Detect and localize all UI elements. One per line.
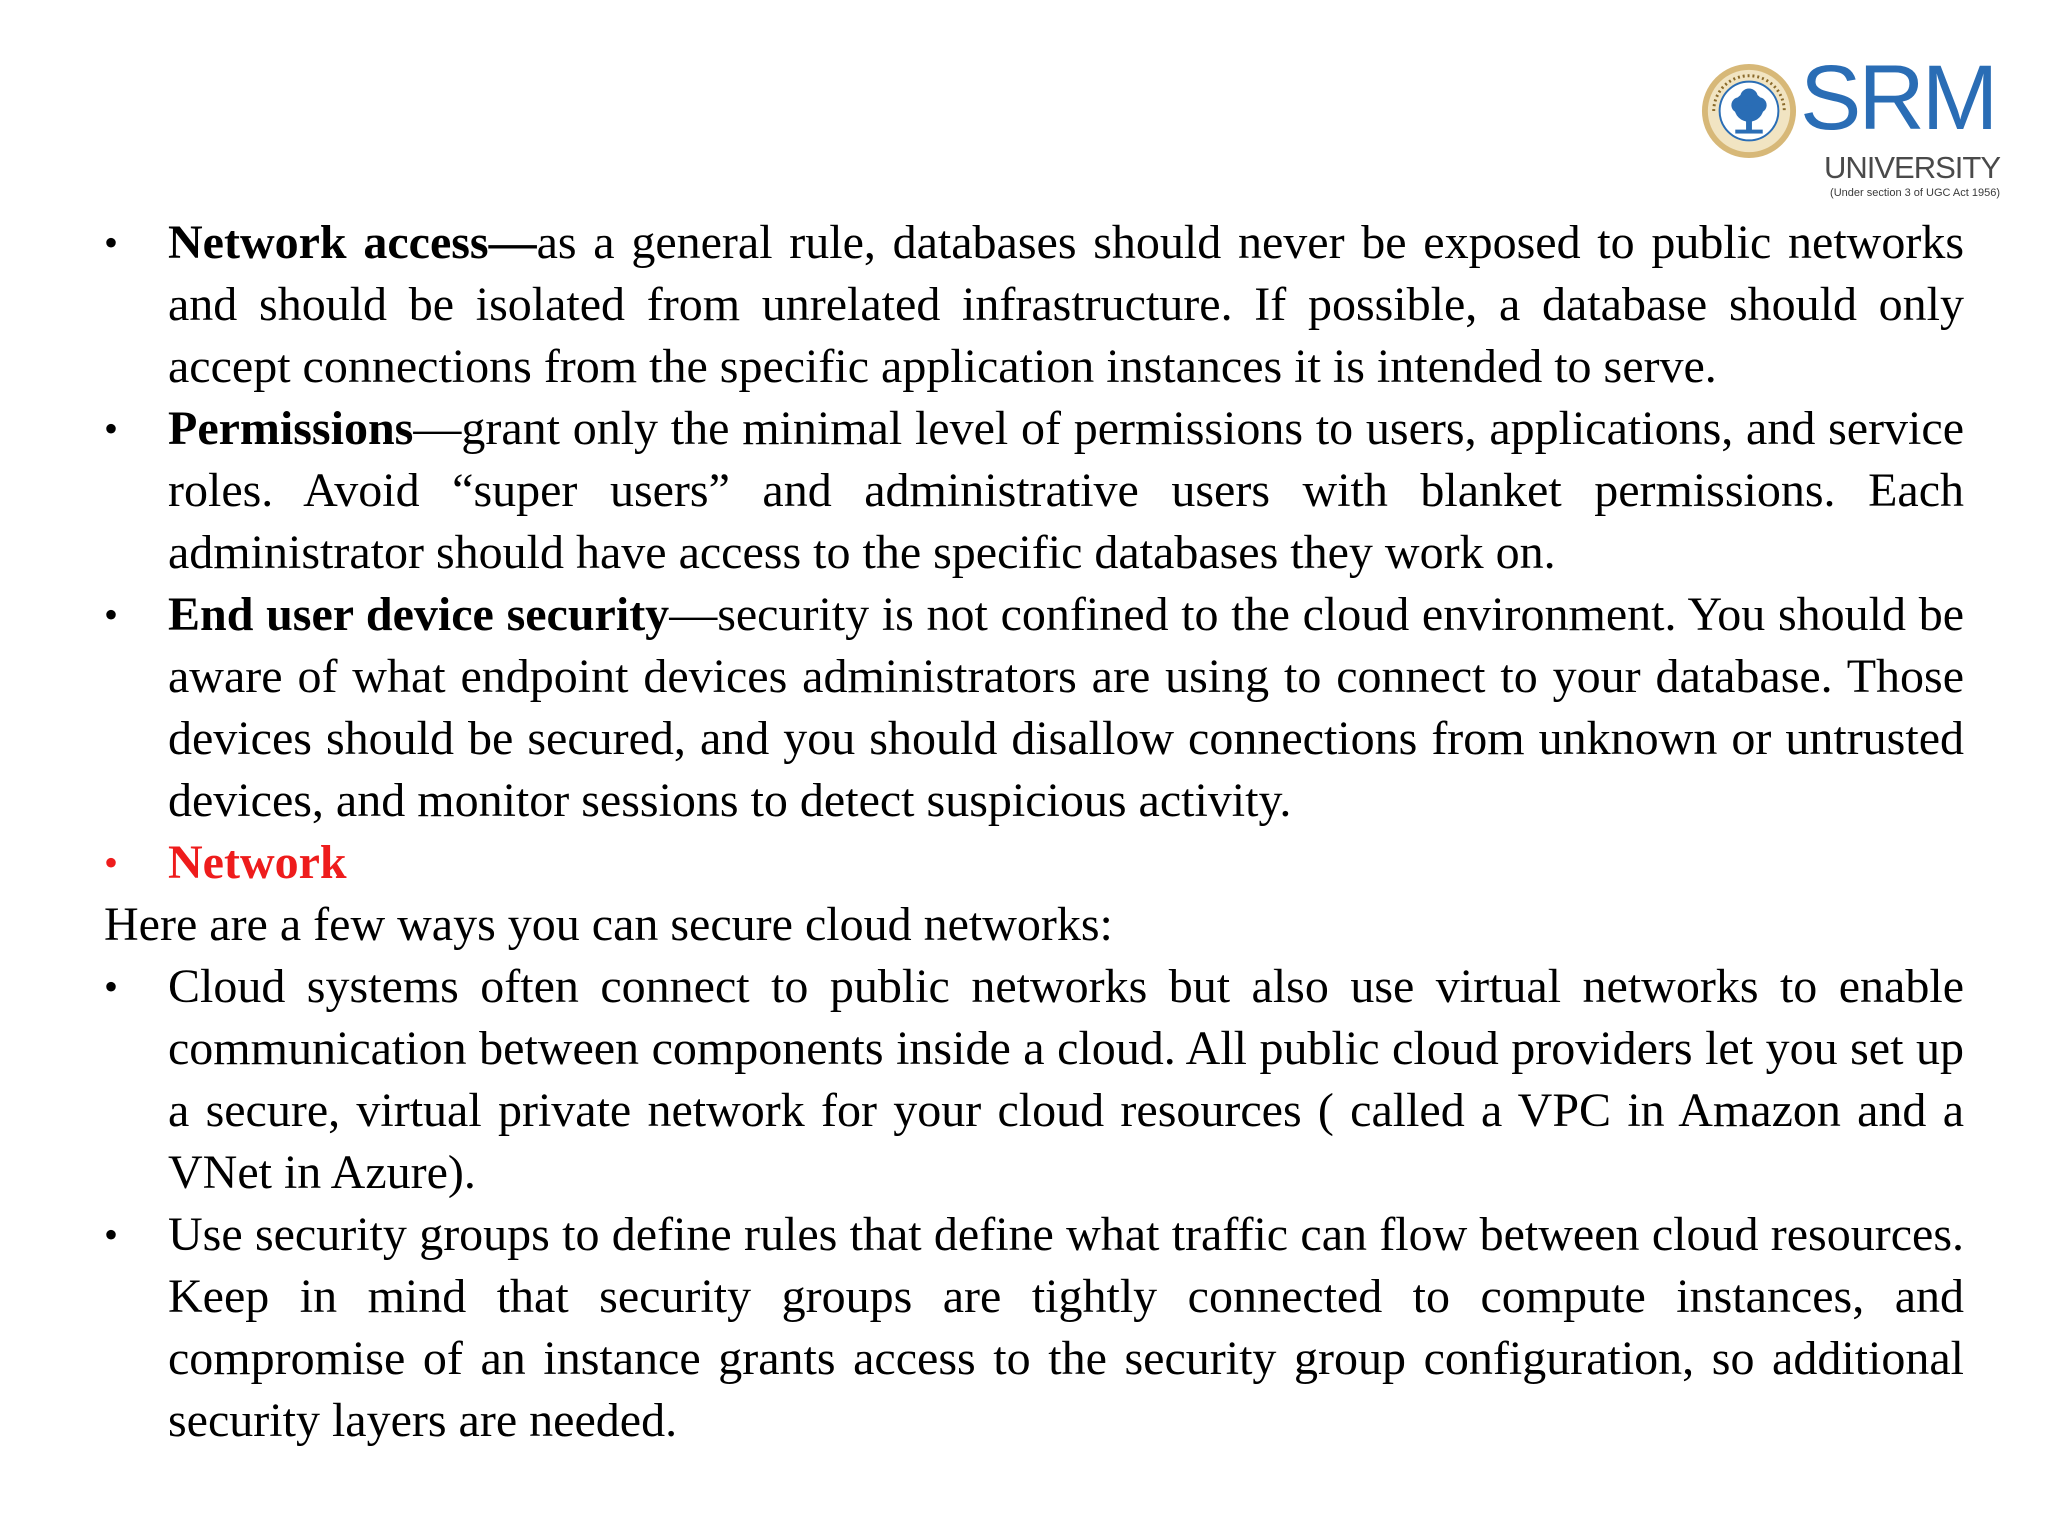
logo-subtitle: (Under section 3 of UGC Act 1956) [1830,187,2000,199]
list-item-permissions [104,398,1964,584]
term-permissions: Permissions [168,402,414,455]
list-item-security-groups [104,1204,1964,1452]
logo-university-text: UNIVERSITY [1823,150,2000,185]
logo-brand-text: SRM [1800,47,1996,149]
item-text: Cloud systems often connect to public networks but also use virtual networks to enable communication between components inside a cloud. All public cloud providers let you set up a secure, virtual private network for your cloud resources ( called a VPC in Amazon and a VNet in Azure). [168,960,1964,1199]
bullet-icon: • [104,220,119,265]
bullet-icon: • [104,592,119,637]
term-end-user-device-security: End user device security [168,588,670,641]
section-heading-network [104,832,1964,894]
slide-content [104,212,1964,1452]
bullet-icon: • [104,964,119,1009]
list-item-cloud-systems [104,956,1964,1204]
bullet-icon: • [104,406,119,451]
item-text: —security is not confined to the cloud environment. You should be aware of what endpoint devices administrators are using to connect to your database. Those devices should be secured, and you should disallow connections from unknown or untrusted devices, and monitor sessions to detect suspicious activity. [168,588,1965,827]
section-heading-text: Network [168,836,347,889]
item-text: —grant only the minimal level of permissions to users, applications, and service roles. Avoid “super users” and administrative users with blanket permissions. Each administrator should have access to the specific databases they work on. [168,402,1964,579]
item-text: as a general rule, databases should never be exposed to public networks and should be isolated from unrelated infrastructure. If possible, a database should only accept connections from the specific application instances it is intended to serve. [168,216,1965,393]
list-item-network-access [104,212,1964,398]
list-item-end-user-device-security [104,584,1964,832]
srm-university-logo [1700,47,2000,208]
bullet-icon: • [104,1212,119,1257]
term-network-access: Network access— [168,216,537,269]
item-text: Use security groups to define rules that define what traffic can flow between cloud resources. Keep in mind that security groups are tightly connected to compute instances, and compromise of an instance grants access to the security group configuration, so additional security layers are needed. [168,1208,1964,1447]
bullet-icon: • [104,840,119,885]
section-intro: Here are a few ways you can secure cloud networks: [104,898,1113,951]
university-seal-icon [1700,62,1798,160]
